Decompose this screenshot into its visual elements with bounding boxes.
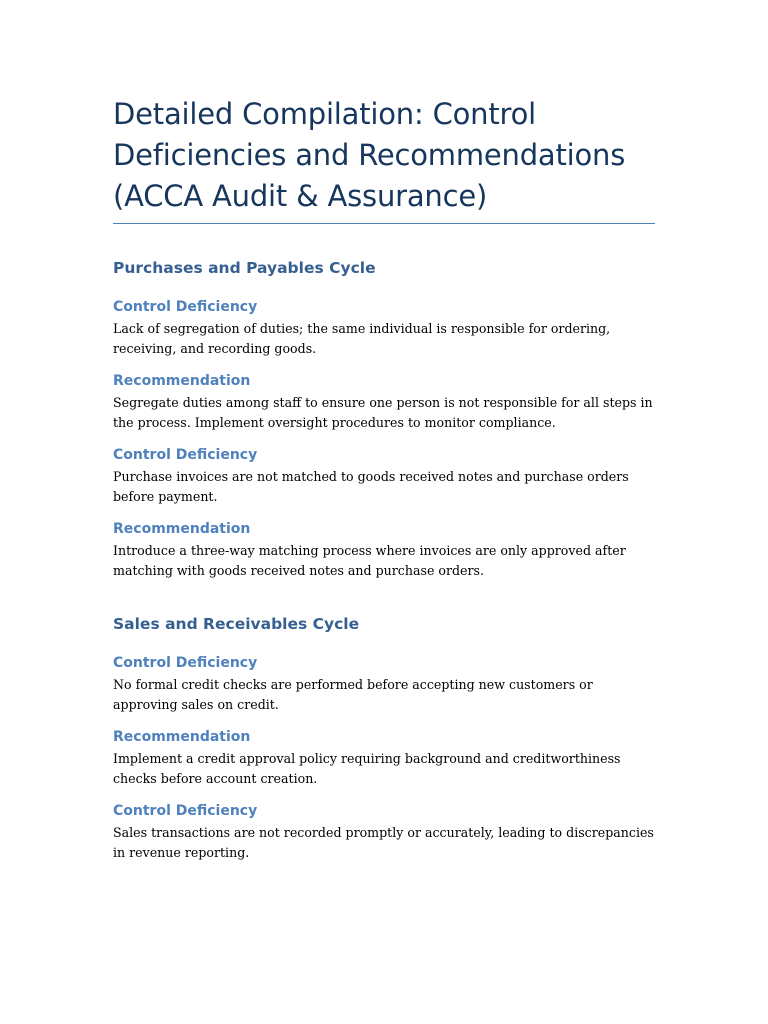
item-text: Implement a credit approval policy requiring background and creditworthiness checks before account creation. xyxy=(113,751,621,786)
list-item xyxy=(113,802,655,862)
item-heading: Recommendation xyxy=(113,521,251,537)
item-text: Introduce a three-way matching process where invoices are only approved after matching with goods received notes and purchase orders. xyxy=(113,543,626,578)
list-item xyxy=(113,446,655,506)
item-heading: Control Deficiency xyxy=(113,447,258,463)
item-heading: Recommendation xyxy=(113,373,251,389)
item-heading: Control Deficiency xyxy=(113,803,258,819)
section-sales-receivables xyxy=(113,614,655,862)
item-heading: Control Deficiency xyxy=(113,655,258,671)
item-text: Sales transactions are not recorded promptly or accurately, leading to discrepancies in revenue reporting. xyxy=(113,825,654,860)
item-text: No formal credit checks are performed before accepting new customers or approving sales on credit. xyxy=(113,677,593,712)
section-purchases-payables xyxy=(113,258,655,580)
list-item xyxy=(113,298,655,358)
item-heading: Recommendation xyxy=(113,729,251,745)
item-text: Purchase invoices are not matched to goods received notes and purchase orders before payment. xyxy=(113,469,629,504)
item-text: Segregate duties among staff to ensure one person is not responsible for all steps in the process. Implement oversight procedures to monitor compliance. xyxy=(113,395,653,430)
list-item xyxy=(113,654,655,714)
document-page xyxy=(113,94,655,862)
item-text: Lack of segregation of duties; the same individual is responsible for ordering, receiving, and recording goods. xyxy=(113,321,611,356)
document-title: Detailed Compilation: Control Deficiencies and Recommendations (ACCA Audit & Assurance) xyxy=(113,94,655,224)
list-item xyxy=(113,520,655,580)
list-item xyxy=(113,372,655,432)
section-heading: Purchases and Payables Cycle xyxy=(113,259,376,277)
list-item xyxy=(113,728,655,788)
section-heading: Sales and Receivables Cycle xyxy=(113,615,360,633)
item-heading: Control Deficiency xyxy=(113,299,258,315)
